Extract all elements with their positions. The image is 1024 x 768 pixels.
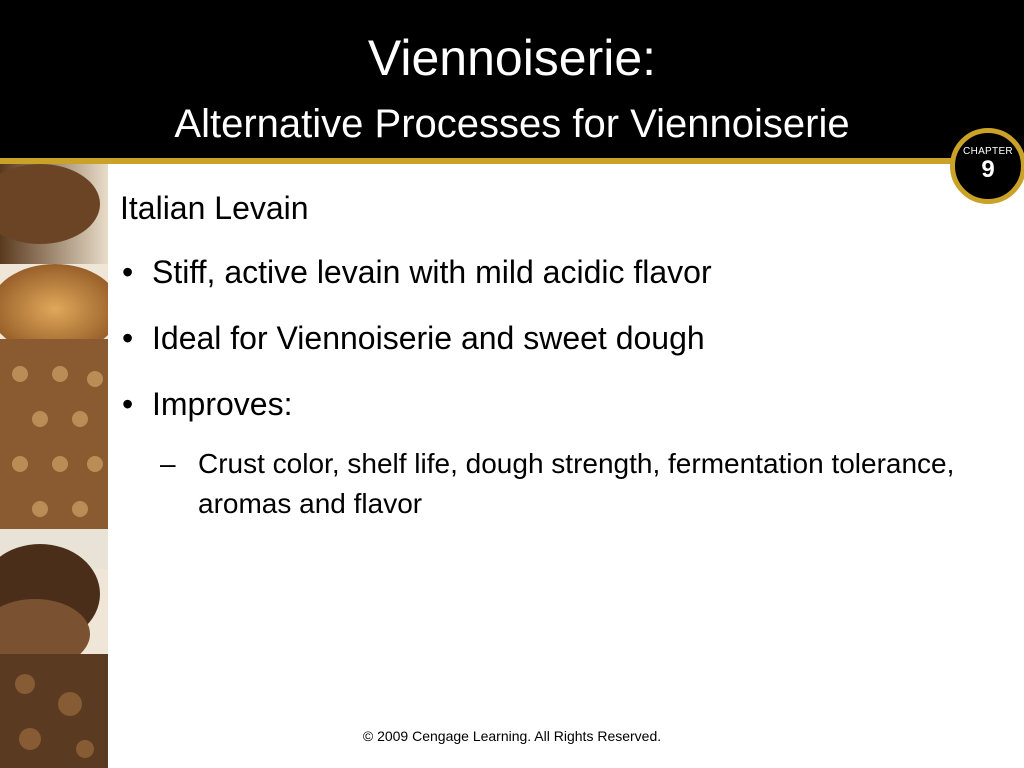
sub-bullet-item xyxy=(120,444,1000,524)
chapter-number: 9 xyxy=(981,156,995,183)
bullet-item xyxy=(120,252,1000,292)
bullet-dot-icon: • xyxy=(122,320,134,356)
slide-body xyxy=(120,188,1000,524)
bullet-text: Improves: xyxy=(152,386,293,422)
sub-bullet-text: Crust color, shelf life, dough strength, fermentation tolerance, aromas and flavor xyxy=(198,448,955,519)
gold-divider xyxy=(0,158,1024,164)
bullet-dot-icon: • xyxy=(122,254,134,290)
bullet-text: Stiff, active levain with mild acidic flavor xyxy=(152,254,712,290)
panettone-image xyxy=(0,164,108,768)
slide-subtitle: Alternative Processes for Viennoiserie xyxy=(174,102,850,146)
copyright-footer: © 2009 Cengage Learning. All Rights Reserved. xyxy=(362,728,662,744)
chapter-label: CHAPTER xyxy=(963,146,1013,157)
bullet-dot-icon: • xyxy=(122,386,134,422)
slide-title: Viennoiserie: xyxy=(367,30,657,86)
bullet-item xyxy=(120,318,1000,358)
bullet-item xyxy=(120,384,1000,424)
bullet-text: Ideal for Viennoiserie and sweet dough xyxy=(152,320,705,356)
dash-icon: – xyxy=(160,448,176,479)
bread-photo xyxy=(0,164,108,768)
section-heading: Italian Levain xyxy=(120,190,309,226)
